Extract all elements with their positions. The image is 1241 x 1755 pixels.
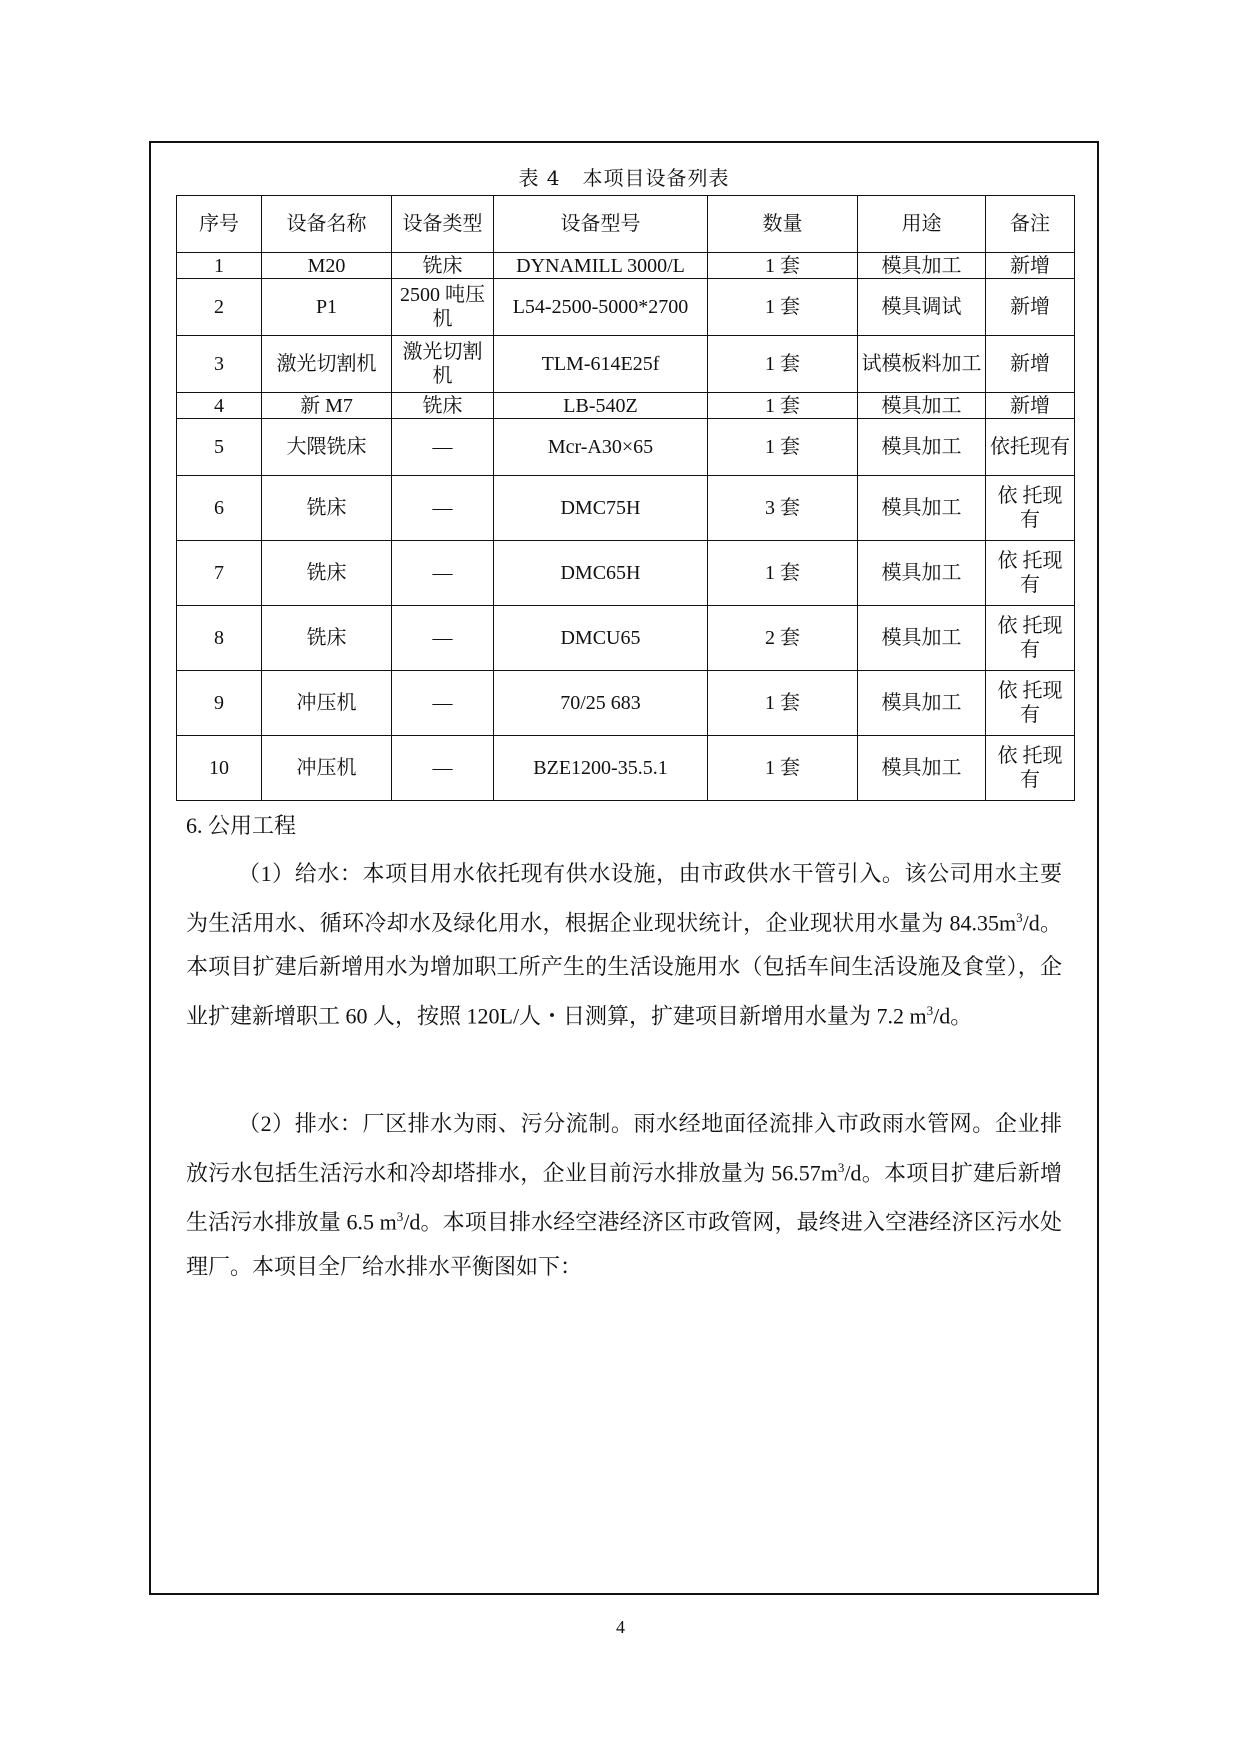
table-cell: — (392, 476, 494, 541)
table-cell: 依 托现有 (986, 476, 1075, 541)
equipment-table (176, 195, 1075, 801)
table-cell: 9 (177, 671, 262, 736)
table-cell: DMCU65 (494, 606, 708, 671)
column-header: 序号 (177, 196, 262, 253)
table-cell: 10 (177, 736, 262, 801)
table-cell: 模具加工 (858, 393, 986, 419)
table-cell: — (392, 606, 494, 671)
table-cell: 1 (177, 253, 262, 279)
table-cell: — (392, 541, 494, 606)
table-cell: 激光切割机 (262, 336, 392, 393)
table-cell: 冲压机 (262, 736, 392, 801)
table-cell: — (392, 419, 494, 476)
table-caption-label: 表 4 (518, 166, 561, 190)
table-cell: 70/25 683 (494, 671, 708, 736)
table-cell: 模具调试 (858, 279, 986, 336)
table-cell: 依托现有 (986, 419, 1075, 476)
section-heading: 6. 公用工程 (186, 813, 297, 838)
table-cell: 大隈铣床 (262, 419, 392, 476)
column-header: 备注 (986, 196, 1075, 253)
table-cell: 模具加工 (858, 253, 986, 279)
table-row (177, 736, 1075, 801)
water-supply-paragraph: （1）给水：本项目用水依托现有供水设施，由市政供水干管引入。该公司用水主要为生活用水、循环冷却水及绿化用水，根据企业现状统计，企业现状用水量为 $84.35m^3/d$。本项目扩建后新增用水为增加职工所产生的生活设施用水（包括车间生活设施及食堂），企业扩建新增职工 60 人，按照 120L/人・日测算，扩建项目新增用水量为 7.2 $m^3/d$。 (186, 861, 1062, 1029)
table-cell: 1 套 (708, 279, 858, 336)
table-cell: 模具加工 (858, 541, 986, 606)
table-cell: 2 (177, 279, 262, 336)
table-cell: 激光切割机 (392, 336, 494, 393)
table-row (177, 541, 1075, 606)
table-row (177, 279, 1075, 336)
table-cell: 1 套 (708, 393, 858, 419)
table-cell: 模具加工 (858, 671, 986, 736)
table-cell: 1 套 (708, 541, 858, 606)
table-cell: 7 (177, 541, 262, 606)
table-cell: 3 套 (708, 476, 858, 541)
table-row (177, 606, 1075, 671)
table-cell: M20 (262, 253, 392, 279)
table-cell: 6 (177, 476, 262, 541)
page-frame (149, 141, 1099, 1595)
table-cell: DMC65H (494, 541, 708, 606)
table-row (177, 419, 1075, 476)
table-cell: L54-2500-5000*2700 (494, 279, 708, 336)
table-cell: 1 套 (708, 736, 858, 801)
table-cell: 3 (177, 336, 262, 393)
table-cell: DYNAMILL 3000/L (494, 253, 708, 279)
column-header: 设备名称 (262, 196, 392, 253)
table-cell: 铣床 (392, 393, 494, 419)
table-cell: — (392, 671, 494, 736)
table-cell: 模具加工 (858, 606, 986, 671)
table-cell: 新增 (986, 336, 1075, 393)
table-cell: 依 托现有 (986, 606, 1075, 671)
table-cell: DMC75H (494, 476, 708, 541)
table-cell: — (392, 736, 494, 801)
column-header: 设备型号 (494, 196, 708, 253)
table-cell: 1 套 (708, 253, 858, 279)
table-cell: BZE1200-35.5.1 (494, 736, 708, 801)
table-caption (151, 162, 1097, 191)
table-cell: 试模板料加工 (858, 336, 986, 393)
table-cell: Mcr-A30×65 (494, 419, 708, 476)
column-header: 数量 (708, 196, 858, 253)
drainage-paragraph: （2）排水：厂区排水为雨、污分流制。雨水经地面径流排入市政雨水管网。企业排放污水包括生活污水和冷却塔排水，企业目前污水排放量为 $56.57m^3/d$。本项目扩建后新增生活污水排放量 6.5 $m^3/d$。本项目排水经空港经济区市政管网，最终进入空港经济区污水处理厂。本项目全厂给水排水平衡图如下： (186, 1111, 1062, 1279)
table-row (177, 336, 1075, 393)
table-cell: 铣床 (262, 541, 392, 606)
table-caption-title: 本项目设备列表 (582, 166, 730, 190)
table-header-row (177, 196, 1075, 253)
table-cell: 模具加工 (858, 736, 986, 801)
table-cell: 8 (177, 606, 262, 671)
table-cell: 新增 (986, 393, 1075, 419)
table-row (177, 476, 1075, 541)
table-cell: 1 套 (708, 419, 858, 476)
table-row (177, 393, 1075, 419)
table-cell: 模具加工 (858, 476, 986, 541)
table-cell: 模具加工 (858, 419, 986, 476)
table-cell: 铣床 (392, 253, 494, 279)
table-cell: 2 套 (708, 606, 858, 671)
table-cell: TLM-614E25f (494, 336, 708, 393)
column-header: 设备类型 (392, 196, 494, 253)
table-cell: 依 托现有 (986, 736, 1075, 801)
table-cell: 依 托现有 (986, 541, 1075, 606)
table-cell: 依 托现有 (986, 671, 1075, 736)
table-row (177, 253, 1075, 279)
table-cell: 1 套 (708, 336, 858, 393)
table-cell: 冲压机 (262, 671, 392, 736)
table-cell: 新增 (986, 253, 1075, 279)
table-cell: 铣床 (262, 606, 392, 671)
table-cell: 铣床 (262, 476, 392, 541)
table-cell: 新 M7 (262, 393, 392, 419)
table-row (177, 671, 1075, 736)
table-cell: 1 套 (708, 671, 858, 736)
page-number: 4 (616, 1617, 625, 1637)
table-cell: P1 (262, 279, 392, 336)
table-cell: LB-540Z (494, 393, 708, 419)
table-cell: 新增 (986, 279, 1075, 336)
table-cell: 5 (177, 419, 262, 476)
column-header: 用途 (858, 196, 986, 253)
table-cell: 2500 吨压机 (392, 279, 494, 336)
table-cell: 4 (177, 393, 262, 419)
